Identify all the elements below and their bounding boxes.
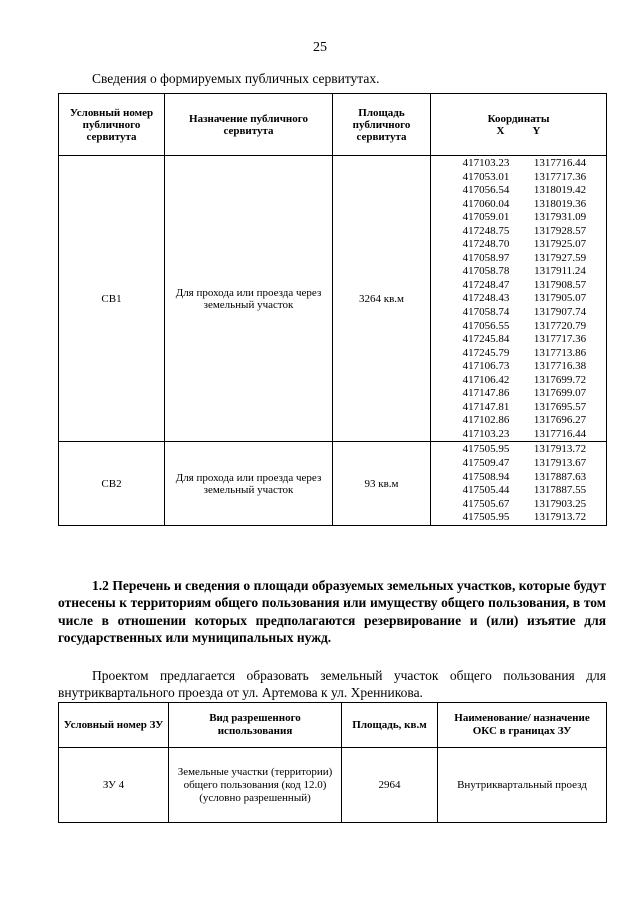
coord-x: 417103.23	[462, 427, 510, 440]
coord-x: 417505.67	[462, 497, 510, 510]
coord-row	[435, 471, 602, 485]
coord-row	[435, 333, 602, 347]
servitude-coords	[431, 442, 607, 525]
coord-y: 1317699.72	[533, 373, 587, 386]
servitude-coords	[431, 156, 607, 442]
coord-row	[435, 347, 602, 361]
servitude-num: СВ1	[59, 156, 165, 442]
coord-x: 417505.95	[462, 511, 510, 524]
t2-cell-use: Земельные участки (территории) общего пользования (код 12.0) (условно разрешенный)	[169, 748, 342, 823]
coord-row	[435, 157, 602, 171]
t2-header-use: Вид разрешенного использования	[169, 703, 342, 748]
coord-x: 417053.01	[462, 170, 510, 183]
coord-x: 417245.79	[462, 346, 510, 359]
coord-y: 1317716.44	[533, 427, 587, 440]
coord-x: 417248.47	[462, 278, 510, 291]
coord-x: 417106.73	[462, 360, 510, 373]
coord-row	[435, 498, 602, 512]
t2-header-num: Условный номер ЗУ	[59, 703, 169, 748]
t2-header-name: Наименование/ назначение ОКС в границах ЗУ	[438, 703, 607, 748]
coord-x: 417505.44	[462, 484, 510, 497]
coord-y: 1318019.42	[533, 184, 587, 197]
header-coords-label: Координаты	[487, 112, 550, 125]
coord-row	[435, 360, 602, 374]
header-purpose: Назначение публичного сервитута	[165, 94, 333, 156]
coord-row	[435, 414, 602, 428]
coord-row	[435, 320, 602, 334]
land-plots-header-row	[59, 703, 607, 748]
coord-x: 417248.75	[462, 224, 510, 237]
coord-row	[435, 484, 602, 498]
coord-y: 1317717.36	[533, 170, 587, 183]
coord-row	[435, 279, 602, 293]
coord-row	[435, 387, 602, 401]
coord-x: 417103.23	[462, 157, 510, 169]
servitude-purpose: Для прохода или проезда через земельный участок	[165, 442, 333, 525]
coord-y: 1317931.09	[533, 211, 587, 224]
coord-y: 1317925.07	[533, 238, 587, 251]
coord-row	[435, 306, 602, 320]
coord-x: 417058.74	[462, 306, 510, 319]
coord-y: 1317716.44	[533, 157, 587, 169]
coord-row	[435, 265, 602, 279]
coord-y: 1317887.63	[533, 470, 587, 483]
coord-row	[435, 238, 602, 252]
section-1-2-heading	[58, 577, 606, 647]
coord-x: 417102.86	[462, 414, 510, 427]
section-paragraph	[58, 667, 606, 702]
section-paragraph-text: Проектом предлагается образовать земельный участок общего пользования для внутриквартального проезда от ул. Артемова к ул. Хренникова.	[58, 668, 606, 701]
coord-x: 417059.01	[462, 211, 510, 224]
servitudes-header-row	[59, 94, 607, 156]
coord-y: 1317905.07	[533, 292, 587, 305]
coord-x: 417509.47	[462, 457, 510, 470]
t2-cell-area: 2964	[342, 748, 438, 823]
coord-x: 417056.54	[462, 184, 510, 197]
coord-y: 1317907.74	[533, 306, 587, 319]
coord-row	[435, 511, 602, 525]
page-number: 25	[313, 40, 327, 55]
coord-row	[435, 374, 602, 388]
coord-y: 1317713.86	[533, 346, 587, 359]
coord-y: 1317695.57	[533, 400, 587, 413]
coord-x: 417245.84	[462, 333, 510, 346]
servitudes-table	[58, 93, 607, 526]
servitude-area: 3264 кв.м	[333, 156, 431, 442]
coord-y: 1318019.36	[533, 197, 587, 210]
coord-x: 417147.81	[462, 400, 510, 413]
coord-x: 417248.43	[462, 292, 510, 305]
coord-y: 1317911.24	[534, 265, 586, 278]
header-area: Площадь публичного сервитута	[333, 94, 431, 156]
coord-row	[435, 443, 602, 457]
servitude-num: СВ2	[59, 442, 165, 525]
coord-row	[435, 198, 602, 212]
coord-x: 417056.55	[462, 319, 510, 332]
land-plots-table	[58, 702, 607, 823]
coord-x: 417058.97	[462, 251, 510, 264]
coord-row	[435, 171, 602, 185]
coord-row	[435, 211, 602, 225]
coord-x: 417508.94	[462, 470, 510, 483]
coord-y: 1317716.38	[533, 360, 587, 373]
coord-x: 417060.04	[462, 197, 510, 210]
coord-row	[435, 252, 602, 266]
coord-y: 1317699.07	[533, 387, 587, 400]
section-heading-text: 1.2 Перечень и сведения о площади образуемых земельных участков, которые будут отнесены к территориям общего пользования или имуществу общего пользования, в том числе в отношении которых предполагаются резервирование и (или) изъятие для государственных или муниципальных нужд.	[58, 578, 606, 646]
coord-row	[435, 401, 602, 415]
servitude-caption: Сведения о формируемых публичных сервитутах.	[92, 71, 380, 86]
coord-y: 1317908.57	[533, 278, 587, 291]
table-row	[59, 156, 607, 442]
coord-y: 1317696.27	[533, 414, 587, 427]
coord-x: 417248.70	[462, 238, 510, 251]
coord-y: 1317913.72	[533, 443, 587, 456]
coord-row	[435, 457, 602, 471]
servitude-purpose: Для прохода или проезда через земельный участок	[165, 156, 333, 442]
header-num: Условный номер публичного сервитута	[59, 94, 165, 156]
coord-y: 1317913.72	[533, 511, 587, 524]
coord-y: 1317913.67	[533, 457, 587, 470]
header-x: X	[496, 124, 505, 137]
coord-y: 1317717.36	[533, 333, 587, 346]
header-coords	[431, 94, 607, 156]
coord-row	[435, 184, 602, 198]
coord-row	[435, 292, 602, 306]
coord-x: 417058.78	[462, 265, 510, 278]
coord-y: 1317928.57	[533, 224, 587, 237]
coord-y: 1317927.59	[533, 251, 587, 264]
coord-x: 417147.86	[462, 387, 510, 400]
servitude-area: 93 кв.м	[333, 442, 431, 525]
coord-y: 1317887.55	[533, 484, 587, 497]
t2-cell-num: ЗУ 4	[59, 748, 169, 823]
table-row	[59, 748, 607, 823]
t2-cell-name: Внутриквартальный проезд	[438, 748, 607, 823]
coord-y: 1317720.79	[533, 319, 587, 332]
coord-row	[435, 428, 602, 442]
coord-x: 417505.95	[462, 443, 510, 456]
coord-x: 417106.42	[462, 373, 510, 386]
header-y: Y	[532, 124, 541, 137]
t2-header-area: Площадь, кв.м	[342, 703, 438, 748]
coord-y: 1317903.25	[533, 497, 587, 510]
coord-row	[435, 225, 602, 239]
table-row	[59, 442, 607, 525]
